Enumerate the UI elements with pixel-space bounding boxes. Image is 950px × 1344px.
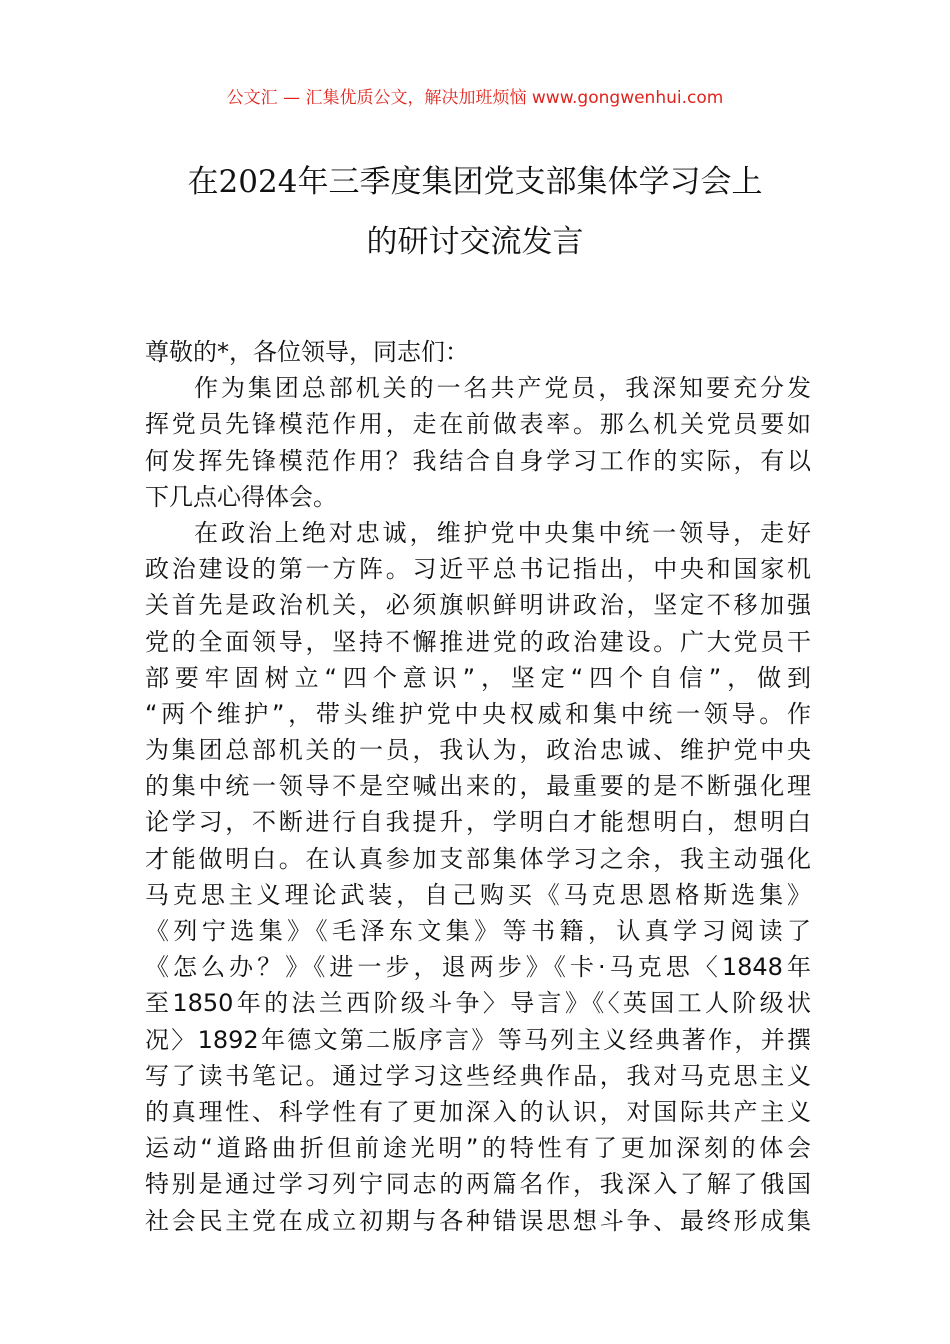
title-line: 的研讨交流发言: [366, 224, 584, 260]
paragraph-line: 社会民主党在成立初期与各种错误思想斗争、最终形成集: [145, 1206, 811, 1235]
paragraph-line: 《怎么办？》《进一步，退两步》《卡·马克思〈1848年: [145, 953, 811, 982]
document-title: [100, 152, 850, 272]
paragraph-line: 关首先是政治机关，必须旗帜鲜明讲政治，坚定不移加强: [145, 591, 811, 620]
paragraph-line: 部要牢固树立“四个意识”，坚定“四个自信”，做到: [145, 663, 811, 692]
paragraph-line: 《列宁选集》《毛泽东文集》等书籍，认真学习阅读了: [145, 917, 811, 945]
paragraph-line: 在政治上绝对忠诚，维护党中央集中统一领导，走好: [194, 518, 811, 547]
paragraph-line: 论学习，不断进行自我提升，学明白才能想明白，想明白: [145, 808, 811, 837]
paragraph-line: 马克思主义理论武装，自己购买《马克思恩格斯选集》: [145, 880, 811, 909]
header-banner-text: 公文汇 — 汇集优质公文，解决加班烦恼 www.gongwenhui.com: [226, 88, 724, 108]
paragraph-line: 政治建设的第一方阵。习近平总书记指出，中央和国家机: [145, 555, 811, 584]
paragraph-line: 特别是通过学习列宁同志的两篇名作，我深入了解了俄国: [145, 1170, 811, 1199]
paragraph-line: 为集团总部机关的一员，我认为，政治忠诚、维护党中央: [145, 736, 811, 765]
title-line: 在2024年三季度集团党支部集体学习会上: [187, 164, 763, 200]
paragraph-line: 况〉1892年德文第二版序言》等马列主义经典著作，并撰: [145, 1025, 811, 1054]
paragraph-line: 写了读书笔记。通过学习这些经典作品，我对马克思主义: [145, 1061, 811, 1090]
document-body: [145, 334, 811, 1239]
paragraph-line: 下几点心得体会。: [145, 482, 337, 511]
salutation: 尊敬的*，各位领导，同志们：: [145, 338, 469, 366]
paragraph-line: “两个维护”，带头维护党中央权威和集中统一领导。作: [145, 699, 811, 728]
paragraph-line: 至1850年的法兰西阶级斗争〉导言》《〈英国工人阶级状: [145, 989, 811, 1018]
paragraph-line: 何发挥先锋模范作用？我结合自身学习工作的实际，有以: [145, 446, 811, 475]
paragraph-line: 党的全面领导，坚持不懈推进党的政治建设。广大党员干: [145, 627, 811, 656]
paragraph-line: 挥党员先锋模范作用，走在前做表率。那么机关党员要如: [145, 410, 811, 439]
paragraph-line: 的集中统一领导不是空喊出来的，最重要的是不断强化理: [145, 772, 811, 801]
paragraph-line: 作为集团总部机关的一名共产党员，我深知要充分发: [194, 374, 811, 403]
paragraph-line: 运动“道路曲折但前途光明”的特性有了更加深刻的体会: [145, 1134, 811, 1163]
header-banner: [0, 86, 950, 110]
paragraph-line: 的真理性、科学性有了更加深入的认识，对国际共产主义: [145, 1097, 811, 1126]
paragraph-line: 才能做明白。在认真参加支部集体学习之余，我主动强化: [145, 844, 811, 873]
